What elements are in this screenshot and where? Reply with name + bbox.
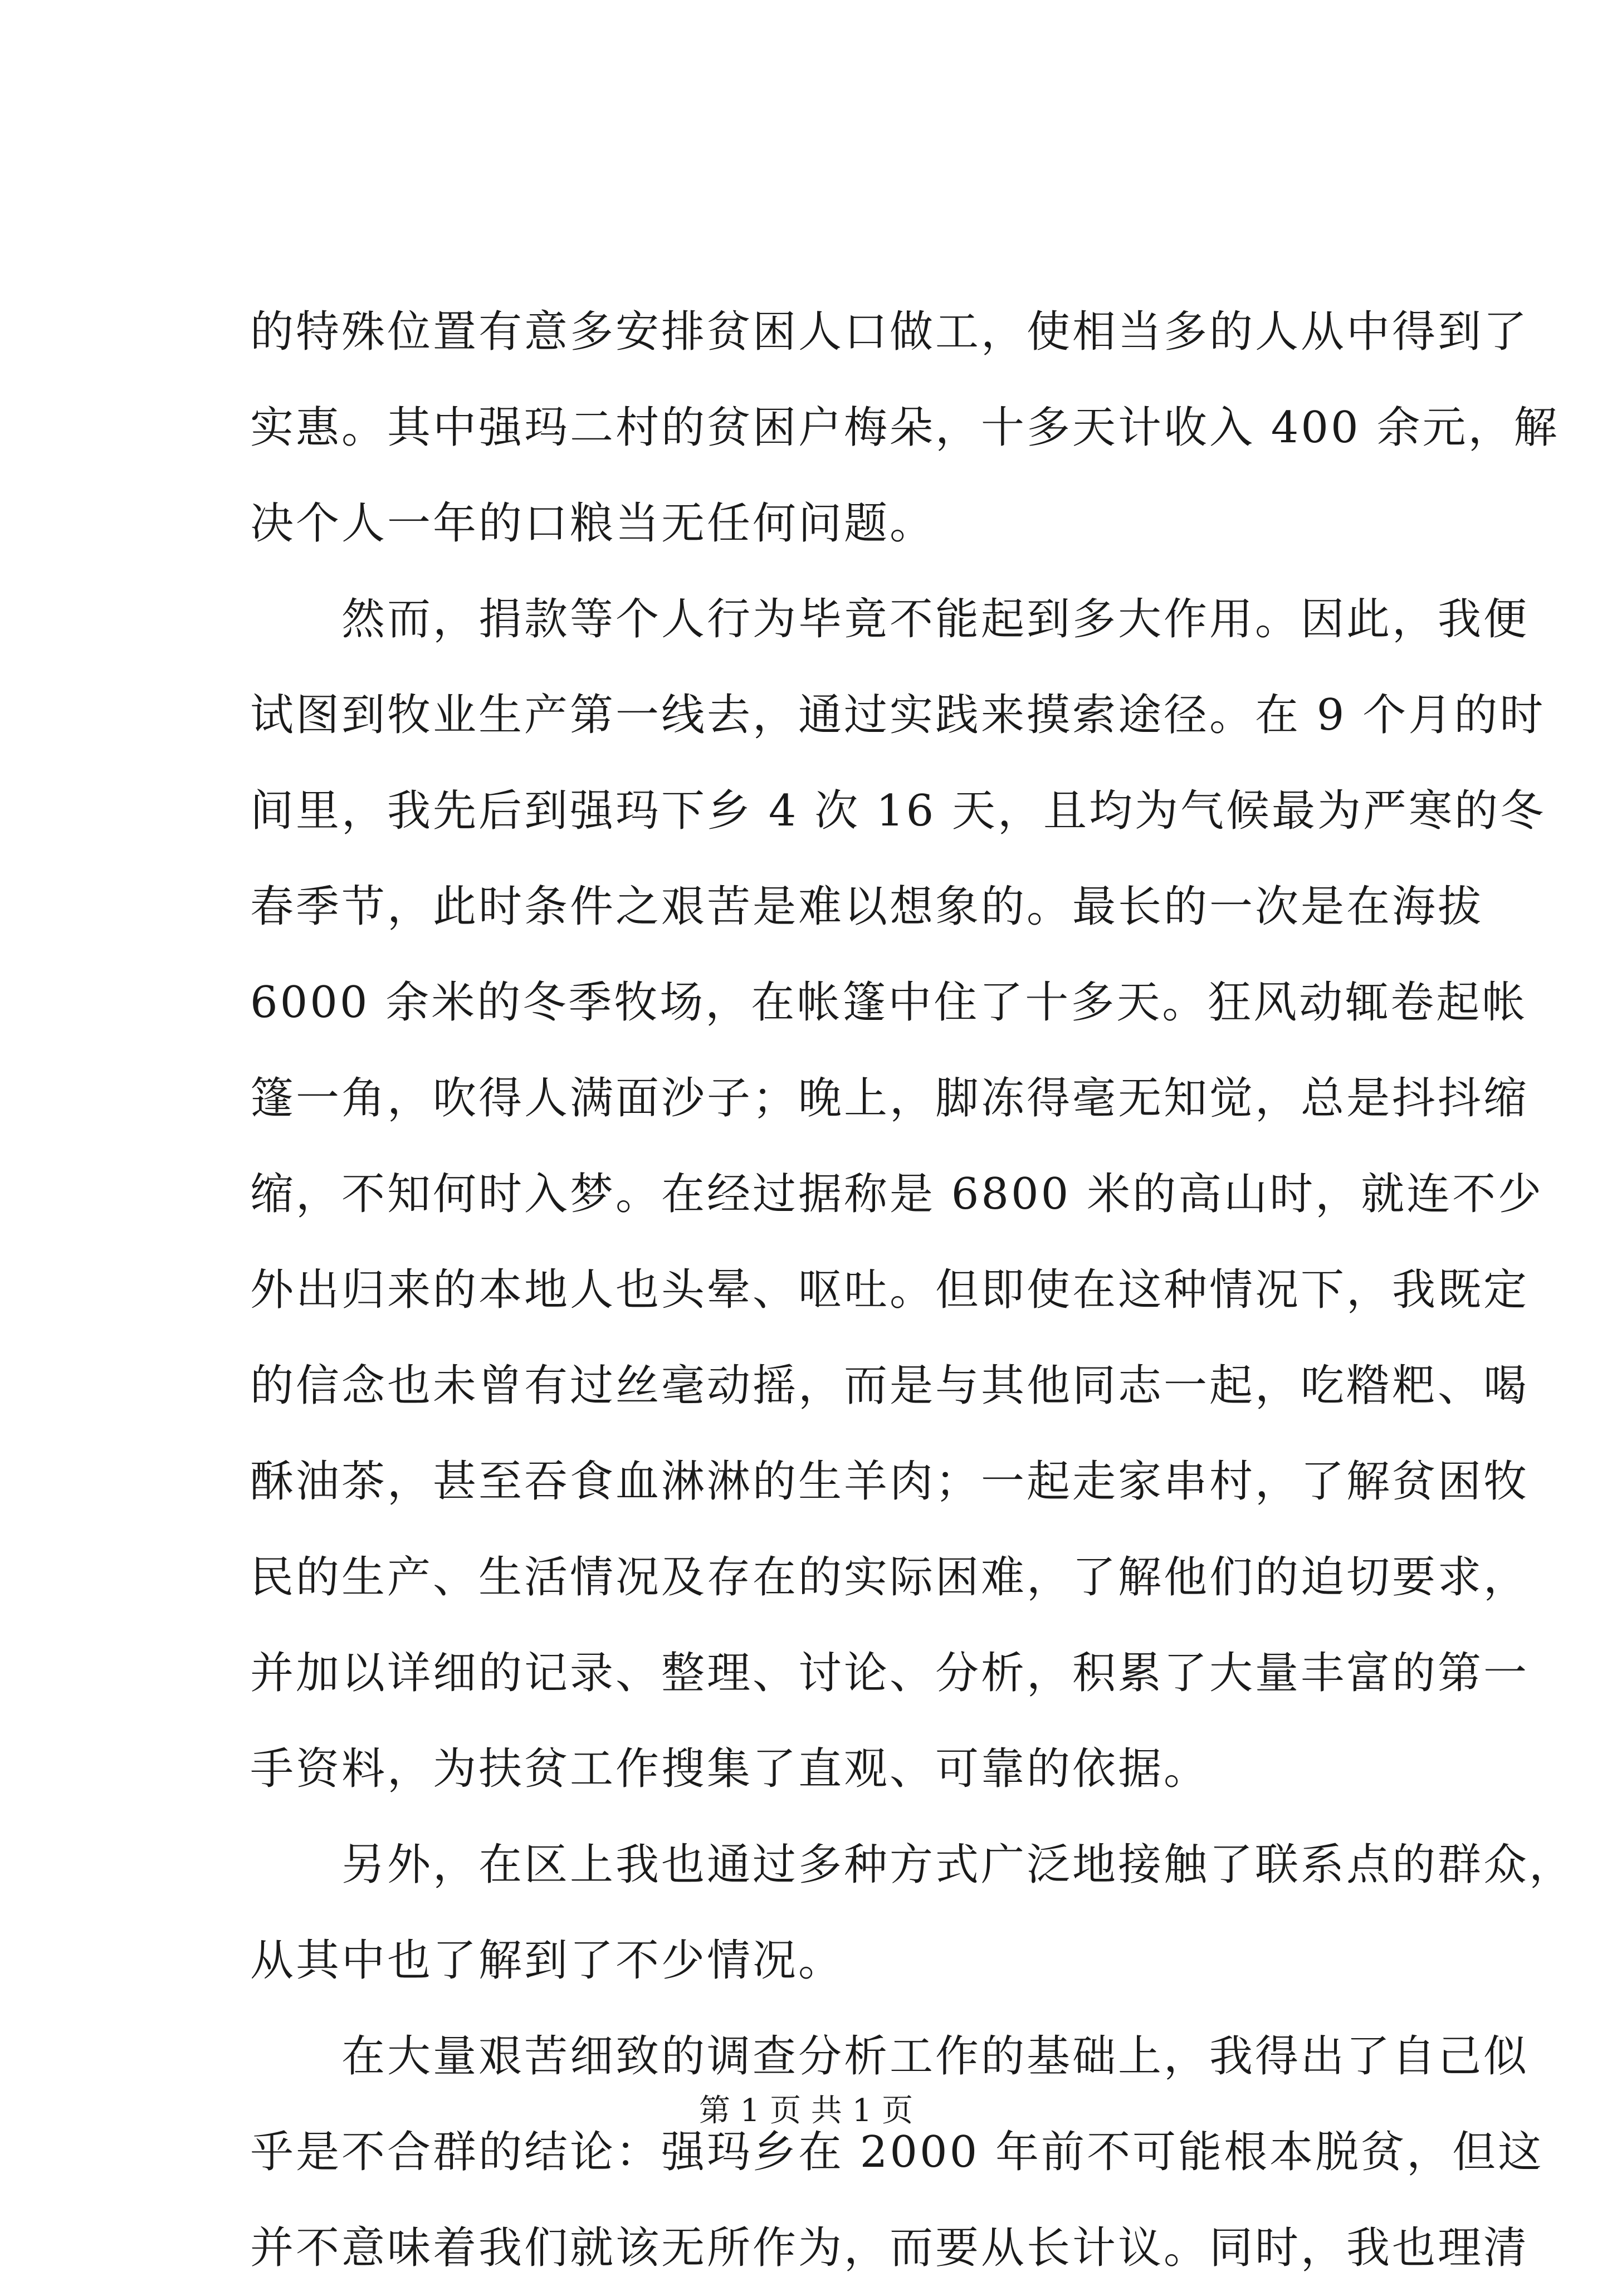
text-line: 间里，我先后到强玛下乡 4 次 16 天，且均为气候最为严寒的冬 [250,786,1546,836]
text-line: 试图到牧业生产第一线去，通过实践来摸索途径。在 9 个月的时 [250,690,1546,740]
text-line: 的信念也未曾有过丝毫动摇，而是与其他同志一起，吃糌粑、喝 [250,1361,1530,1411]
text-line: 春季节，此时条件之艰苦是难以想象的。最长的一次是在海拔 [250,882,1484,932]
text-line: 决个人一年的口粮当无任何问题。 [250,499,936,549]
text-line: 并加以详细的记录、整理、讨论、分析，积累了大量丰富的第一 [250,1648,1530,1698]
text-line: 另外，在区上我也通过多种方式广泛地接触了联系点的群众， [250,1840,1575,1890]
text-line: 然而，捐款等个人行为毕竟不能起到多大作用。因此，我便 [250,594,1530,644]
text-line: 外出归来的本地人也头晕、呕吐。但即使在这种情况下，我既定 [250,1265,1530,1315]
text-line: 从其中也了解到了不少情况。 [250,1936,844,1986]
text-line: 在大量艰苦细致的调查分析工作的基础上，我得出了自己似 [250,2031,1530,2082]
body-text [250,284,1575,2296]
text-line: 酥油茶，甚至吞食血淋淋的生羊肉；一起走家串村，了解贫困牧 [250,1457,1530,1507]
text-line: 篷一角，吹得人满面沙子；晚上，脚冻得毫无知觉，总是抖抖缩 [250,1073,1530,1123]
page-footer: 第 1 页 共 1 页 [698,2093,914,2129]
text-line: 缩，不知何时入梦。在经过据称是 6800 米的高山时，就连不少 [250,1169,1544,1219]
text-line: 的特殊位置有意多安排贫困人口做工，使相当多的人从中得到了 [250,307,1530,357]
text-line: 乎是不合群的结论：强玛乡在 2000 年前不可能根本脱贫，但这 [250,2127,1544,2177]
text-line: 手资料，为扶贫工作搜集了直观、可靠的依据。 [250,1744,1210,1794]
text-line: 并不意味着我们就该无所作为，而要从长计议。同时，我也理清 [250,2223,1530,2273]
text-line: 实惠。其中强玛二村的贫困户梅朵，十多天计收入 400 余元，解 [250,403,1560,453]
text-line: 民的生产、生活情况及存在的实际困难，了解他们的迫切要求， [250,1552,1530,1603]
text-line: 6000 余米的冬季牧场，在帐篷中住了十多天。狂风动辄卷起帐 [250,978,1528,1028]
